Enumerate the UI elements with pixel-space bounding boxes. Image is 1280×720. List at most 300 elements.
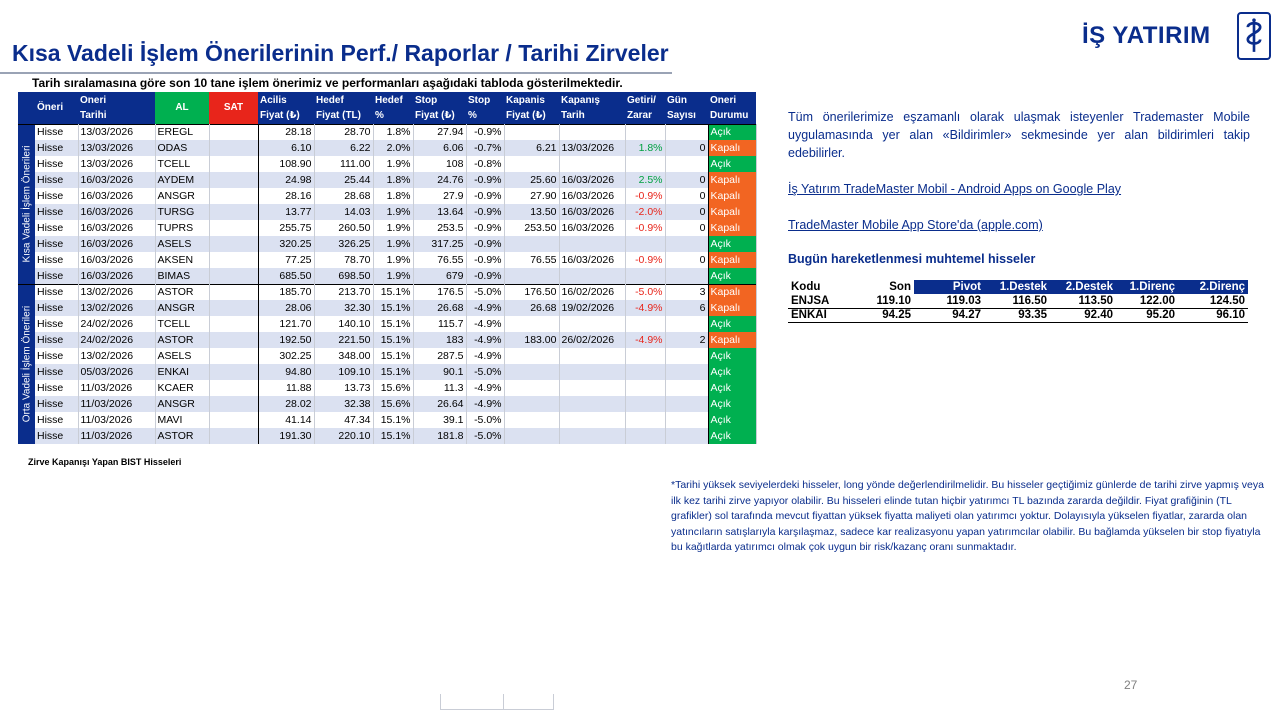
cell-sat (209, 172, 258, 188)
cell-sat (209, 252, 258, 268)
cell-stop: 108 (413, 156, 466, 172)
cell-status: Açık (708, 412, 756, 428)
cell-target: 47.34 (314, 412, 373, 428)
cell-target-pct: 1.9% (373, 236, 413, 252)
cell-al: TUPRS (155, 220, 209, 236)
cell-target: 111.00 (314, 156, 373, 172)
cell-days (665, 396, 708, 412)
cell-status: Kapalı (708, 252, 756, 268)
cell-target: 6.22 (314, 140, 373, 156)
cell-sat (209, 300, 258, 316)
cell-sat (209, 396, 258, 412)
cell-stop-pct: -4.9% (466, 380, 504, 396)
movers-value: 94.27 (914, 308, 984, 322)
cell-sat (209, 236, 258, 252)
cell-al: KCAER (155, 380, 209, 396)
cell-sat (209, 204, 258, 220)
cell-stop-pct: -0.9% (466, 172, 504, 188)
cell-close-date (559, 236, 625, 252)
cell-close-date (559, 316, 625, 332)
cell-target-pct: 1.9% (373, 220, 413, 236)
header-status: Oneri (708, 92, 756, 108)
cell-close-date: 19/02/2026 (559, 300, 625, 316)
cell-type: Hisse (35, 428, 78, 444)
cell-date: 24/02/2026 (78, 316, 155, 332)
cell-stop: 253.5 (413, 220, 466, 236)
cell-type: Hisse (35, 284, 78, 300)
cell-al: ANSGR (155, 300, 209, 316)
cell-date: 13/03/2026 (78, 140, 155, 156)
movers-value: 124.50 (1178, 294, 1248, 308)
table-row (18, 268, 756, 284)
brand-logo (1082, 12, 1272, 62)
cell-sat (209, 332, 258, 348)
cell-open: 108.90 (258, 156, 314, 172)
movers-value: 92.40 (1050, 308, 1116, 322)
cell-days: 6 (665, 300, 708, 316)
cell-days: 0 (665, 140, 708, 156)
peak-stocks-label: Zirve Kapanışı Yapan BIST Hisseleri (28, 457, 182, 467)
cell-al: TCELL (155, 316, 209, 332)
cell-days: 3 (665, 284, 708, 300)
cell-stop: 26.68 (413, 300, 466, 316)
cell-days: 0 (665, 252, 708, 268)
cell-days (665, 156, 708, 172)
cell-ret: -0.9% (625, 188, 665, 204)
cell-days: 2 (665, 332, 708, 348)
cell-stop-pct: -0.9% (466, 220, 504, 236)
table-row (18, 300, 756, 316)
cell-ret (625, 124, 665, 140)
cell-close-date: 16/03/2026 (559, 172, 625, 188)
cell-days (665, 124, 708, 140)
cell-sat (209, 316, 258, 332)
movers-header: Son (858, 280, 914, 294)
cell-close-date (559, 268, 625, 284)
cell-close (504, 396, 559, 412)
cell-open: 24.98 (258, 172, 314, 188)
header-days-sub: Sayısı (665, 108, 708, 124)
cell-stop: 27.9 (413, 188, 466, 204)
cell-ret: 2.5% (625, 172, 665, 188)
cell-close-date: 16/03/2026 (559, 204, 625, 220)
cell-ret (625, 412, 665, 428)
cell-close (504, 236, 559, 252)
header-status-sub: Durumu (708, 108, 756, 124)
cell-date: 16/03/2026 (78, 252, 155, 268)
android-app-link[interactable]: İş Yatırım TradeMaster Mobil - Android Apps on Google Play (788, 182, 1122, 196)
cell-status: Kapalı (708, 284, 756, 300)
cell-stop-pct: -0.9% (466, 252, 504, 268)
cell-date: 16/03/2026 (78, 204, 155, 220)
cell-target-pct: 15.1% (373, 348, 413, 364)
header-stop: Stop (413, 92, 466, 108)
cell-close: 25.60 (504, 172, 559, 188)
cell-open: 255.75 (258, 220, 314, 236)
cell-date: 11/03/2026 (78, 396, 155, 412)
movers-value: 119.10 (858, 294, 914, 308)
cell-al: ASTOR (155, 284, 209, 300)
table-row (18, 140, 756, 156)
cell-status: Açık (708, 268, 756, 284)
cell-close: 76.55 (504, 252, 559, 268)
cell-target-pct: 15.1% (373, 300, 413, 316)
table-row (18, 236, 756, 252)
table-row (18, 348, 756, 364)
cell-date: 16/03/2026 (78, 172, 155, 188)
cell-type: Hisse (35, 172, 78, 188)
movers-value: 119.03 (914, 294, 984, 308)
cell-ret: -2.0% (625, 204, 665, 220)
header-open-sub: Fiyat (₺) (258, 108, 314, 124)
cell-ret (625, 268, 665, 284)
cell-date: 16/03/2026 (78, 268, 155, 284)
cell-sat (209, 140, 258, 156)
cell-open: 302.25 (258, 348, 314, 364)
cell-sat (209, 348, 258, 364)
cell-target-pct: 15.1% (373, 428, 413, 444)
table-row (18, 204, 756, 220)
cell-close: 6.21 (504, 140, 559, 156)
cell-al: TCELL (155, 156, 209, 172)
cell-type: Hisse (35, 300, 78, 316)
movers-table (788, 280, 1248, 323)
cell-stop-pct: -5.0% (466, 364, 504, 380)
cell-sat (209, 284, 258, 300)
header-row-2 (18, 108, 756, 124)
header-days: Gün (665, 92, 708, 108)
header-stop-pct: Stop (466, 92, 504, 108)
header-date-sub: Tarihi (78, 108, 155, 124)
table-row (18, 396, 756, 412)
cell-open: 6.10 (258, 140, 314, 156)
header-open: Acilis (258, 92, 314, 108)
cell-type: Hisse (35, 204, 78, 220)
cell-stop-pct: -4.9% (466, 332, 504, 348)
cell-type: Hisse (35, 252, 78, 268)
cell-target-pct: 1.9% (373, 268, 413, 284)
cell-ret (625, 364, 665, 380)
cell-status: Açık (708, 396, 756, 412)
cell-al: TURSG (155, 204, 209, 220)
cell-sat (209, 380, 258, 396)
movers-value: 94.25 (858, 308, 914, 322)
cell-stop-pct: -4.9% (466, 316, 504, 332)
movers-value: 96.10 (1178, 308, 1248, 322)
movers-row (788, 308, 1248, 322)
cell-open: 11.88 (258, 380, 314, 396)
cell-target: 25.44 (314, 172, 373, 188)
cell-ret (625, 428, 665, 444)
cell-close (504, 268, 559, 284)
cell-status: Açık (708, 156, 756, 172)
cell-close-date (559, 380, 625, 396)
table-row (18, 220, 756, 236)
cell-al: EREGL (155, 124, 209, 140)
cell-days (665, 364, 708, 380)
cell-stop-pct: -0.8% (466, 156, 504, 172)
cell-close (504, 364, 559, 380)
cell-close (504, 316, 559, 332)
cell-close-date (559, 348, 625, 364)
cell-stop-pct: -0.9% (466, 204, 504, 220)
cell-target: 32.38 (314, 396, 373, 412)
cell-target-pct: 15.6% (373, 396, 413, 412)
cell-target-pct: 15.6% (373, 380, 413, 396)
cell-target: 326.25 (314, 236, 373, 252)
footnote: *Tarihi yüksek seviyelerdeki hisseler, long yönde değerlendirilmelidir. Bu hisseler geçtiğimiz günlerde de tarihi zirve yapmış veya ilk kez tarihi zirve yapıyor olabilir. Bu hisseleri elinde tutan hiçbir yatırımcı TL bazında zararda değildir. Fiyat grafiğinin (TL grafikler) sol tarafında mevcut fiyattan yüksek fiyatta maliyeti olan yatırımcı yoktur. Dolayısıyla yükselen fiyatlar, zararda olan yatıncıların satışlarıyla karşılaşmaz, sadece kar realizasyonu yapan yatırımcılar olabilir. Bu bağlamda yükselen bir stop fiyatıyla bu kağıtlarda yatırımcı olmak çok uygun bir risk/kazanç oranı sunmaktadır. (671, 479, 1264, 553)
cell-target-pct: 1.8% (373, 188, 413, 204)
table-row (18, 412, 756, 428)
cell-date: 13/03/2026 (78, 156, 155, 172)
cell-stop-pct: -5.0% (466, 412, 504, 428)
cell-al: ANSGR (155, 188, 209, 204)
movers-value: 93.35 (984, 308, 1050, 322)
cell-close-date: 16/02/2026 (559, 284, 625, 300)
cell-open: 121.70 (258, 316, 314, 332)
cell-close (504, 428, 559, 444)
cell-target: 13.73 (314, 380, 373, 396)
cell-type: Hisse (35, 396, 78, 412)
table-row (18, 124, 756, 140)
cell-status: Açık (708, 428, 756, 444)
movers-value: 95.20 (1116, 308, 1178, 322)
cell-status: Açık (708, 124, 756, 140)
cell-stop: 183 (413, 332, 466, 348)
header-buy: AL (155, 92, 209, 124)
header-close-sub: Fiyat (₺) (504, 108, 559, 124)
cell-ret: -0.9% (625, 252, 665, 268)
cell-target-pct: 15.1% (373, 332, 413, 348)
cell-stop: 90.1 (413, 364, 466, 380)
cell-type: Hisse (35, 124, 78, 140)
movers-code: ENJSA (788, 294, 858, 308)
cell-stop: 13.64 (413, 204, 466, 220)
cell-date: 24/02/2026 (78, 332, 155, 348)
cell-date: 16/03/2026 (78, 220, 155, 236)
header-stop-pct-sub: % (466, 108, 504, 124)
cell-status: Kapalı (708, 204, 756, 220)
cell-ret: -0.9% (625, 220, 665, 236)
table-row (18, 316, 756, 332)
cell-stop-pct: -4.9% (466, 396, 504, 412)
cell-date: 13/03/2026 (78, 124, 155, 140)
cell-open: 13.77 (258, 204, 314, 220)
cell-type: Hisse (35, 156, 78, 172)
cell-stop: 76.55 (413, 252, 466, 268)
cell-stop: 115.7 (413, 316, 466, 332)
cell-stop-pct: -4.9% (466, 348, 504, 364)
cell-target: 260.50 (314, 220, 373, 236)
cell-stop: 181.8 (413, 428, 466, 444)
cell-status: Kapalı (708, 172, 756, 188)
header-corner (18, 92, 35, 124)
cell-stop: 6.06 (413, 140, 466, 156)
table-row (18, 188, 756, 204)
header-date: Oneri (78, 92, 155, 108)
notifications-panel (788, 108, 1250, 268)
cell-open: 28.16 (258, 188, 314, 204)
cell-status: Kapalı (708, 220, 756, 236)
cell-target-pct: 15.1% (373, 412, 413, 428)
cell-type: Hisse (35, 268, 78, 284)
cell-type: Hisse (35, 364, 78, 380)
cell-al: ASTOR (155, 428, 209, 444)
cell-date: 16/03/2026 (78, 236, 155, 252)
header-close-date: Kapanış (559, 92, 625, 108)
cell-status: Açık (708, 236, 756, 252)
cell-ret: -5.0% (625, 284, 665, 300)
header-type: Öneri (35, 92, 78, 124)
header-stop-sub: Fiyat (₺) (413, 108, 466, 124)
cell-al: ASELS (155, 236, 209, 252)
table-row (18, 364, 756, 380)
header-target-sub: Fiyat (TL) (314, 108, 373, 124)
cell-stop: 679 (413, 268, 466, 284)
cell-target-pct: 2.0% (373, 140, 413, 156)
page-title: Kısa Vadeli İşlem Önerilerinin Perf./ Raporlar / Tarihi Zirveler (12, 40, 669, 66)
cell-al: MAVI (155, 412, 209, 428)
cell-ret: -4.9% (625, 300, 665, 316)
table-row (18, 172, 756, 188)
cell-target: 698.50 (314, 268, 373, 284)
cell-status: Açık (708, 380, 756, 396)
cell-type: Hisse (35, 348, 78, 364)
notifications-intro: Tüm önerilerimize eşzamanlı olarak ulaşmak isteyenler Trademaster Mobile uygulamasında yer alan «Bildirimler» sekmesinde yer alan bildirimleri takip edebilirler. (788, 110, 1250, 160)
cell-al: BIMAS (155, 268, 209, 284)
cell-date: 13/02/2026 (78, 300, 155, 316)
movers-header: 2.Destek (1050, 280, 1116, 294)
cell-close: 183.00 (504, 332, 559, 348)
cell-days (665, 348, 708, 364)
cell-stop-pct: -0.9% (466, 188, 504, 204)
cell-sat (209, 220, 258, 236)
cell-days (665, 412, 708, 428)
cell-stop-pct: -0.9% (466, 236, 504, 252)
cell-days: 0 (665, 188, 708, 204)
table-row (18, 428, 756, 444)
cell-close (504, 380, 559, 396)
cell-type: Hisse (35, 236, 78, 252)
cell-date: 11/03/2026 (78, 428, 155, 444)
header-row-1 (18, 92, 756, 108)
table-row (18, 252, 756, 268)
cell-target: 28.70 (314, 124, 373, 140)
cell-close: 253.50 (504, 220, 559, 236)
cell-target-pct: 1.8% (373, 124, 413, 140)
table-fragment-divider (503, 694, 504, 710)
cell-close-date (559, 412, 625, 428)
cell-stop: 26.64 (413, 396, 466, 412)
cell-close (504, 124, 559, 140)
cell-target: 348.00 (314, 348, 373, 364)
cell-target-pct: 15.1% (373, 364, 413, 380)
movers-value: 122.00 (1116, 294, 1178, 308)
cell-close-date (559, 396, 625, 412)
cell-days (665, 316, 708, 332)
cell-days: 0 (665, 172, 708, 188)
header-return-sub: Zarar (625, 108, 665, 124)
cell-type: Hisse (35, 380, 78, 396)
cell-close: 27.90 (504, 188, 559, 204)
cell-stop: 176.5 (413, 284, 466, 300)
movers-value: 116.50 (984, 294, 1050, 308)
header-close: Kapanis (504, 92, 559, 108)
cell-open: 94.80 (258, 364, 314, 380)
cell-target-pct: 1.9% (373, 252, 413, 268)
cell-days: 0 (665, 220, 708, 236)
cell-open: 320.25 (258, 236, 314, 252)
cell-al: ENKAI (155, 364, 209, 380)
cell-al: ODAS (155, 140, 209, 156)
group-label (18, 284, 35, 444)
group-label-text: Kısa Vadeli İşlem Önerileri (21, 145, 32, 263)
cell-type: Hisse (35, 412, 78, 428)
movers-title: Bugün hareketlenmesi muhtemel hisseler (788, 252, 1036, 266)
cell-open: 77.25 (258, 252, 314, 268)
header-target-pct: Hedef (373, 92, 413, 108)
cell-stop-pct: -4.9% (466, 300, 504, 316)
cell-status: Açık (708, 364, 756, 380)
cell-stop: 39.1 (413, 412, 466, 428)
cell-days (665, 236, 708, 252)
table-row (18, 332, 756, 348)
cell-date: 11/03/2026 (78, 380, 155, 396)
cell-status: Açık (708, 316, 756, 332)
cell-target: 140.10 (314, 316, 373, 332)
cell-stop-pct: -0.9% (466, 124, 504, 140)
cell-target-pct: 1.9% (373, 156, 413, 172)
cell-close-date: 13/03/2026 (559, 140, 625, 156)
cell-open: 28.02 (258, 396, 314, 412)
cell-type: Hisse (35, 332, 78, 348)
title-underline (0, 72, 672, 74)
cell-al: ASELS (155, 348, 209, 364)
table-subtitle: Tarih sıralamasına göre son 10 tane işlem önerimiz ve performanları aşağıdaki tabloda gösterilmektedir. (32, 76, 623, 90)
cell-al: ASTOR (155, 332, 209, 348)
cell-close-date: 26/02/2026 (559, 332, 625, 348)
cell-close-date (559, 428, 625, 444)
cell-target-pct: 1.8% (373, 172, 413, 188)
cell-sat (209, 364, 258, 380)
header-sell: SAT (209, 92, 258, 124)
cell-date: 13/02/2026 (78, 348, 155, 364)
ios-app-link[interactable]: TradeMaster Mobile App Store'da (apple.com) (788, 218, 1043, 232)
cell-open: 41.14 (258, 412, 314, 428)
cell-date: 11/03/2026 (78, 412, 155, 428)
group-label-text: Orta Vadeli İşlem Önerileri (21, 305, 32, 423)
cell-ret (625, 380, 665, 396)
cell-type: Hisse (35, 140, 78, 156)
movers-header: Kodu (788, 280, 858, 294)
cell-date: 16/03/2026 (78, 188, 155, 204)
cell-open: 28.06 (258, 300, 314, 316)
cell-sat (209, 188, 258, 204)
cell-open: 685.50 (258, 268, 314, 284)
movers-code: ENKAI (788, 308, 858, 322)
cell-al: AYDEM (155, 172, 209, 188)
cell-ret (625, 348, 665, 364)
cell-stop-pct: -0.9% (466, 268, 504, 284)
cell-days (665, 428, 708, 444)
cell-target: 78.70 (314, 252, 373, 268)
cell-sat (209, 428, 258, 444)
cell-close (504, 348, 559, 364)
cell-days: 0 (665, 204, 708, 220)
cell-close-date: 16/03/2026 (559, 220, 625, 236)
movers-header: 1.Destek (984, 280, 1050, 294)
cell-ret: 1.8% (625, 140, 665, 156)
